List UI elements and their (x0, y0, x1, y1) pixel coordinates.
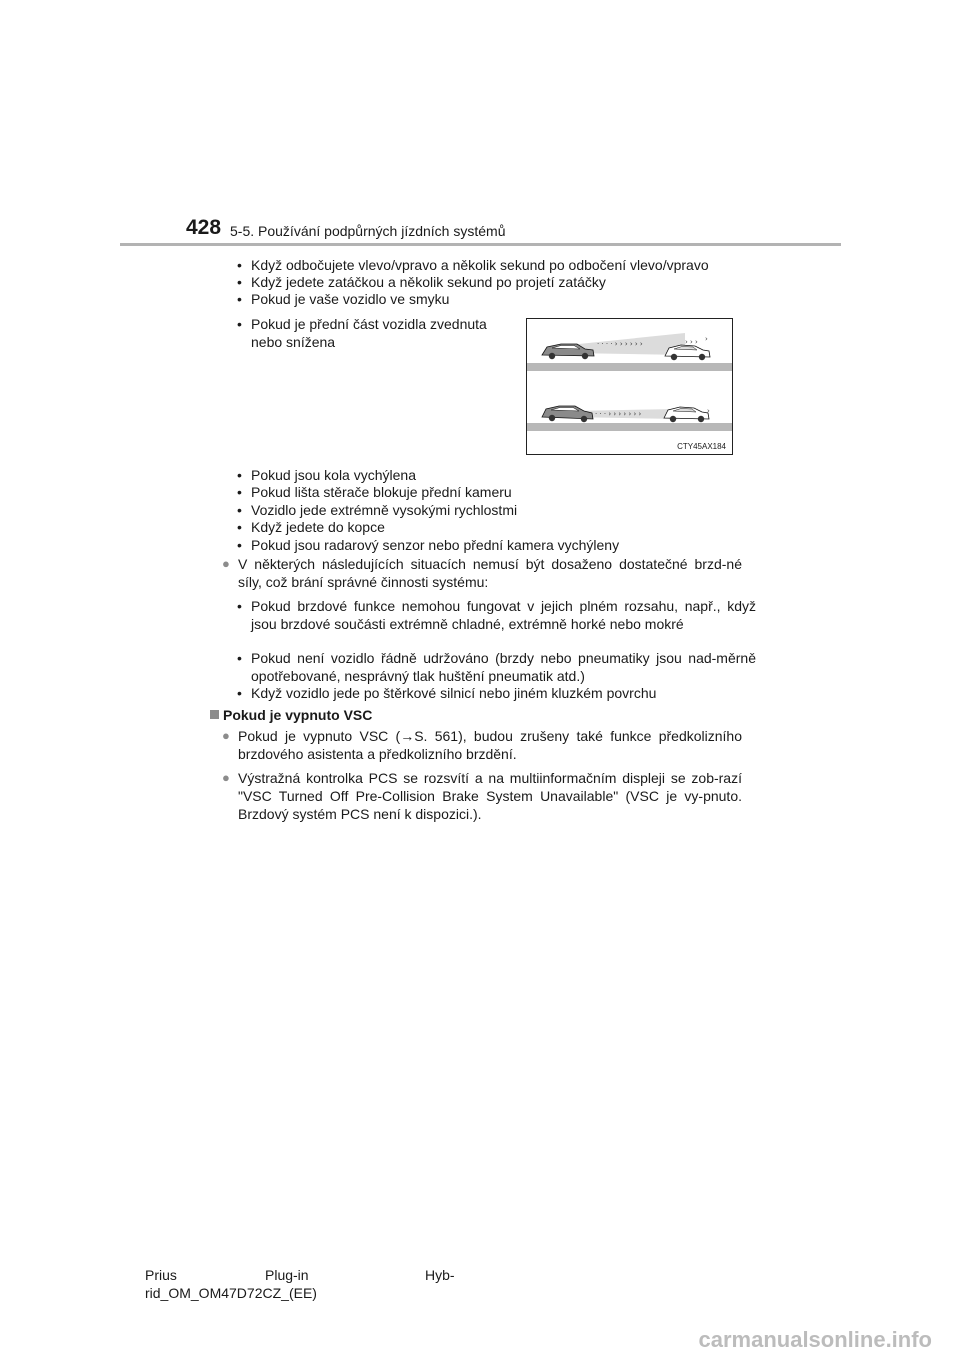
circle-item-vsc-off: ● Pokud je vypnuto VSC (→S. 561), budou zrušeny také funkce předkolizního brzdového asistenta a předkolizního brzdění. (222, 728, 742, 762)
svg-text:›: › (707, 407, 710, 415)
bullet-brake-function: • Pokud brzdové funkce nemohou fungovat v jejich plném rozsahu, např., když jsou brzdové součásti extrémně chladné, extrémně horké nebo mokré (237, 598, 756, 632)
bullet-front-raised: • Pokud je přední část vozidla zvednuta nebo snížena (237, 316, 487, 350)
bullet-wheels: • Pokud jsou kola vychýlena (237, 467, 416, 483)
footer-model: Prius (145, 1267, 177, 1283)
illustration-radar-vehicle (526, 318, 733, 455)
bullet-turning: • Když odbočujete vlevo/vpravo a několik sekund po odbočení vlevo/vpravo (237, 257, 709, 273)
figure-code: CTY45AX184 (677, 442, 726, 451)
footer-plugin: Plug-in (265, 1267, 309, 1283)
vehicle-illustration (527, 319, 732, 454)
bullet-speed: • Vozidlo jede extrémně vysokými rychlostmi (237, 502, 518, 518)
footer-doc-code: rid_OM_OM47D72CZ_(EE) (145, 1285, 317, 1301)
bullet-sensor: • Pokud jsou radarový senzor nebo přední kamera vychýleny (237, 537, 620, 553)
bullet-wiper: • Pokud lišta stěrače blokuje přední kameru (237, 484, 512, 500)
page-number: 428 (186, 216, 222, 239)
bullet-gravel: • Když vozidlo jede po štěrkové silnicí nebo jiném kluzkém povrchu (237, 685, 657, 701)
bullet-curve: • Když jedete zatáčkou a několik sekund po projetí zatáčky (237, 274, 606, 290)
circle-item-pcs-warning: ● Výstražná kontrolka PCS se rozsvítí a na multiinformačním displeji se zob-razí "VSC Turned Off Pre-Collision Brake System Unavailable" (VSC je vy-pnuto. Brzdový systém PCS není k dispozici.). (222, 770, 742, 822)
svg-text:› › ›: › › › (685, 338, 698, 346)
svg-text:· · · › › › › › › ›: · · · › › › › › › › (595, 410, 642, 418)
vsc-heading: Pokud je vypnuto VSC (210, 706, 372, 724)
svg-text:· · · · › › › › › ›: · · · · › › › › › › (597, 340, 643, 348)
bullet-skid: • Pokud je vaše vozidlo ve smyku (237, 291, 450, 307)
svg-text:›: › (705, 335, 708, 343)
header-rule (120, 243, 841, 246)
section-title: 5-5. Používání podpůrných jízdních systémů (230, 223, 506, 239)
bullet-maintenance: • Pokud není vozidlo řádně udržováno (brzdy nebo pneumatiky jsou nad-měrně opotřebované, nesprávný tlak huštění pneumatik atd.) (237, 650, 756, 684)
bullet-uphill: • Když jedete do kopce (237, 519, 385, 535)
footer (145, 1266, 455, 1302)
circle-item-brake: ● V některých následujících situacích nemusí být dosaženo dostatečné brzd-né síly, což brání správné činnosti systému: (222, 556, 742, 590)
footer-hyb: Hyb- (425, 1267, 455, 1283)
watermark: carmanualsonline.info (698, 1327, 932, 1352)
